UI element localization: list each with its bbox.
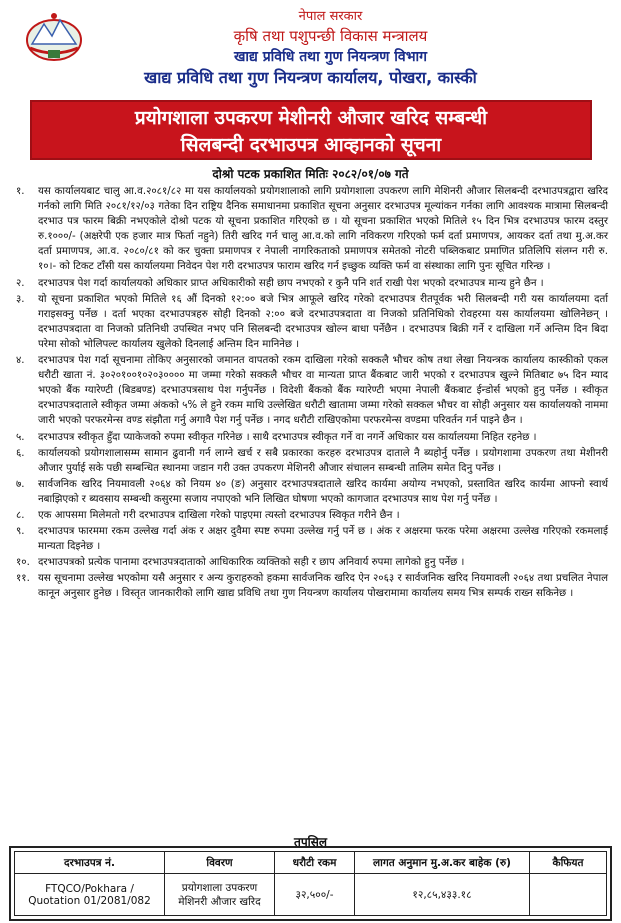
clause-text: यस कार्यालयबाट चालु आ.व.२०८१/८२ मा यस कार्यालयको प्रयोगशालाको लागि प्रयोगशाला उपकरण लागि मेशिनरी औजार सिलबन्दी दरभाउपत्रद्वारा खरिद गर्नको लागि मिति २०८१/१२/०३ गतेका दिन राष्ट्रिय दैनिक समाधानमा प्रकाशित सूचना अनुसार दरभाउपत्र मूल्यांकन गर्नका लागि आवश्यक मात्रामा सिलबन्दी दरभाउ पत्र फारम बिक्री नभएकोले दोश्रो पटक यो सूचना प्रकाशित गरिएको छ । यो सूचना प्रकाशित भएको मितिले १५ दिन भित्र दरभाउपत्र फारम दस्तुर रु.१०००/- (अक्षरेपी एक हजार मात्र फिर्ता नहुने) तिरी खरिद गर्न चालु आ.व.को लागि नविकरण गरिएको फर्म दर्ता प्रमाणपत्र, आयकर दर्ता तथा मु.अ.कर दर्ता प्रमाणपत्र, आ.व. २०८०/८१ को कर चुक्ता प्रमाणपत्र र नेपाली नागरिकताको प्रमाणपत्र समेतको नोटरी पब्लिकबाट प्रमाणित प्रतिलिपि संलग्न गरी रु. १०।- को टिकट टाँसी यस कार्यालयमा निवेदन पेश गरी दरभाउपत्र फाराम खरिद गर्न इच्छुक व्यक्ति फर्म वा संस्थाका लागि पुनः सूचित गरिन्छ । [38, 186, 608, 273]
clause-item [16, 477, 608, 507]
header-quotation-no: दरभाउपत्र नं. [15, 852, 165, 874]
header-description: विवरण [165, 852, 275, 874]
table-header-row [15, 852, 607, 874]
department-name: खाद्य प्रविधि तथा गुण नियन्त्रण विभाग [233, 49, 428, 65]
clause-item [16, 430, 608, 445]
clause-number: ८. [16, 509, 25, 521]
cell-remarks [530, 874, 607, 916]
government-name: नेपाल सरकार [298, 9, 363, 24]
cell-quotation-no: FTQCO/Pokhara / Quotation 01/2081/082 [15, 874, 165, 916]
clause-number: २. [16, 277, 25, 289]
clause-text: दरभाउपत्र स्वीकृत हुँदा प्याकेजको रुपमा स्वीकृत गरिनेछ । साथै दरभाउपत्र स्वीकृत गर्ने वा नगर्ने अधिकार यस कार्यालयमा निहित रहनेछ । [38, 431, 537, 443]
clause-number: ११. [16, 573, 30, 585]
clause-number: १. [16, 186, 25, 197]
clause-text: सार्वजनिक खरिद नियमावली २०६४ को नियम ४० (ङ) अनुसार दरभाउपत्रदाताले खरिद कार्यमा अयोग्य नभएको, प्रस्तावित खरिद कार्यमा आफ्नो स्वार्थ नबाझिएको र ब्यवसाय सम्बन्धी कसुरमा सजाय नपाएको भनि लिखित घोषणा भएको कागजात दरभाउपत्र साथ पेश गर्नु पर्नेछ । [38, 478, 608, 505]
clause-item [16, 508, 608, 523]
header-estimate: लागत अनुमान मु.अ.कर बाहेक (रु) [355, 852, 530, 874]
clause-item [16, 353, 608, 428]
banner-line-1: प्रयोगशाला उपकरण मेशीनरी औजार खरिद सम्बन्धी [134, 107, 488, 129]
clause-item [16, 555, 608, 570]
banner-line-2: सिलबन्दी दरभाउपत्र आव्हानको सूचना [180, 134, 442, 156]
clause-text: एक आपसमा मिलेमतो गरी दरभाउपत्र दाखिला गरेको पाइएमा त्यस्तो दरभाउपत्र स्विकृत गरीने छैन । [38, 509, 400, 521]
notice-banner [30, 100, 592, 160]
clause-number: ५. [16, 431, 25, 443]
clause-item [16, 276, 608, 291]
clause-number: ९. [16, 526, 25, 538]
cell-description: प्रयोगशाला उपकरण मेशिनरी औजार खरिद [165, 874, 275, 916]
clause-number: ६. [16, 447, 25, 459]
schedule-title: तपसिल [293, 835, 327, 849]
clause-text: दरभाउपत्र फारममा रकम उल्लेख गर्दा अंक र अक्षर दुवैमा स्पष्ट रुपमा उल्लेख गर्नु पर्ने छ । अंक र अक्षरमा फरक परेमा अक्षरमा उल्लेख गरिएको रकमलाई मान्यता दिइनेछ । [38, 526, 608, 553]
clause-text: दरभाउपत्र पेश गर्दा सूचनामा तोकिए अनुसारको जमानत वापतको रकम दाखिला गरेको सक्कलै भौचर कोष तथा लेखा नियन्त्रक कार्यालय कास्कीको एकल धरौटी खाता नं. ३०२०१००१०२०३०००० मा जम्मा गरेको सक्कलै भौचर वा मान्यता प्राप्त बैंकबाट जारी भएको र दरभाउपत्र खुल्ने मितिबाट ७५ दिन म्याद भएको बैंक ग्यारेण्टी (बिडबण्ड) दरभाउपत्रसाथ पेश गर्नुपर्नेछ । विदेशी बैंकको बैंक ग्यारेण्टी भएमा नेपाली बैंकबाट ईन्डोर्स भएको हुनु पर्नेछ । स्वीकृत दरभाउपत्रदाताले स्वीकृत जम्मा अंकको ५% ले हुने रकम माथि उल्लेखित धरौटी खातामा जम्मा गरेको सक्कल भौचर वा सोही अनुसार यस कार्यालयको नाममा जारी भएको परफरमेन्स वण्ड संझौता गर्नु अगावै पेश गर्नु पर्नेछ । नगद धरौटी राखिएकोमा परफरमेन्स वण्डमा परिवर्तन गर्न पाइने छैन । [38, 355, 608, 427]
cell-estimate: १२,८५,४३३.१८ [355, 874, 530, 916]
clause-item [16, 571, 608, 601]
clause-text: यस सूचनामा उल्लेख भएकोमा यसै अनुसार र अन्य कुराहरुको हकमा सार्वजनिक खरिद ऐन २०६३ र सार्वजनिक खरिद नियमावली २०६४ तथा प्रचलित नेपाल कानून अनुसार हुनेछ । विस्तृत जानकारीको लागि खाद्य प्रविधि तथा गुण नियन्त्रण कार्यालय पोखरामामा कार्यालय समय भित्र सम्पर्क राख्न सकिनेछ । [38, 573, 608, 600]
cell-deposit: ३२,५००/- [275, 874, 355, 916]
letterhead [0, 0, 621, 92]
clause-number: ७. [16, 478, 25, 490]
clause-item [16, 184, 608, 275]
clause-text: कार्यालयको प्रयोगशालासम्म सामान ढुवानी गर्न लाग्ने खर्च र सबै प्रकारका करहरु दरभाउपत्र दाताले नै ब्यहोर्नु पर्नेछ । प्रयोगशामा उपकरण तथा मेशीनरी औजार पुर्याई सके पछी सम्बन्धित स्थानमा जडान गरी उक्त उपकरण मेशिनरी औजार संचालन सम्बन्धी तालिम समेत दिनु पर्नेछ । [38, 447, 608, 474]
clause-item [16, 292, 608, 352]
ministry-name: कृषि तथा पशुपन्छी विकास मन्त्रालय [233, 27, 428, 45]
schedule-table [14, 851, 607, 916]
clause-text: दरभाउपत्रको प्रत्येक पानामा दरभाउपत्रदाताको आधिकारिक व्यक्तिको सही र छाप अनिवार्य रुपमा लागेको हुनु पर्नेछ । [38, 557, 465, 569]
clause-number: ४. [16, 355, 25, 367]
header-deposit: धरौटी रकम [275, 852, 355, 874]
clause-text: यो सूचना प्रकाशित भएको मितिले १६ औं दिनको १२:०० बजे भित्र आफूले खरिद गरेको दरभाउपत्र रीतपूर्वक भरी सिलबन्दी गरी यस कार्यालयमा दर्ता गराइसक्नु पर्नेछ । दर्ता भएका दरभाउपत्रहरु सोही दिनको २:०० बजे दरभाउपत्रदाता वा निजको प्रतिनिधिको रोवहरमा यस कार्यालयमा खोलिनेछन् । दरभाउपत्रदाता वा निजको प्रतिनिधी उपस्थित नभए पनि सिलबन्दी दरभाउपत्र खोल्न बाधा पर्नेछैन । दरभाउपत्र बिक्री गर्ने र दाखिला गर्ने अन्तिम दिन बिदा परेमा सोको भोलिपल्ट कार्यालय खुलेको दिनलाई अन्तिम दिन मानिनेछ । [38, 293, 608, 350]
office-name: खाद्य प्रविधि तथा गुण नियन्त्रण कार्यालय, पोखरा, कास्की [144, 68, 477, 87]
clause-item [16, 446, 608, 476]
clause-number: ३. [16, 293, 25, 305]
header-remarks: कैफियत [530, 852, 607, 874]
notice-clauses [16, 184, 608, 603]
clause-item [16, 524, 608, 554]
publication-date: दोश्रो पटक प्रकाशित मितिः २०८२/०१/०७ गते [212, 167, 409, 181]
clause-text: दरभाउपत्र पेश गर्दा कार्यालयको अधिकार प्राप्त अधिकारीको सही छाप नभएको र कुनै पनि शर्त राखी पेश भएको दरभाउपत्र मान्य हुने छैन । [38, 277, 544, 289]
clause-number: १०. [16, 557, 30, 569]
table-row [15, 874, 607, 916]
